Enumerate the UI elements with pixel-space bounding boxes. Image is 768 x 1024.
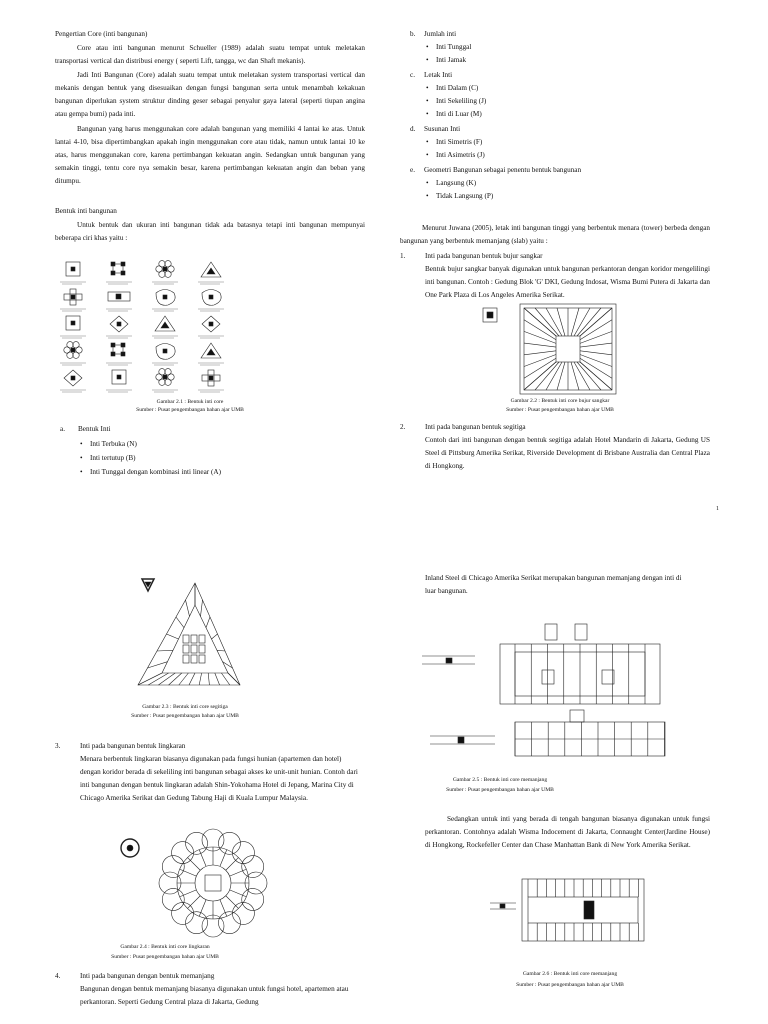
list-title: Bentuk Inti (78, 425, 111, 433)
heading-bentuk-inti: Bentuk inti bangunan (55, 207, 117, 215)
paragraph-definition: Core atau inti bangunan menurut Schueller (1989) adalah suatu tempat untuk meletakan transportasi vertical dan distribusi energy ( seperti Lift, tangga, wc dan Shaft mekanis). (55, 44, 365, 65)
item-text: Bangunan dengan bentuk memanjang biasanya digunakan untuk fungsi hotel, apartemen atau perkantoran. Seperti Gedung Central plaza di Jakarta, Gedung (80, 985, 349, 1006)
core-shapes-figure (52, 258, 240, 398)
item-number: 4. (55, 972, 61, 980)
figure-2-1-source: Sumber : Pusat pengembangan bahan ajar UMB (136, 407, 244, 413)
item-text: Contoh dari inti bangunan dengan bentuk segitiga adalah Hotel Mandarin di Jakarta, Gedung US Steel di Pittsburg Amerika Serikat, Riverside Development di Brisbane Australia dan Central Plaza di Hongkong. (425, 436, 710, 470)
heading-pengertian-core: Pengertian Core (inti bangunan) (55, 30, 148, 38)
list-label: b. (410, 30, 416, 38)
item-title: Inti pada bangunan bentuk segitiga (425, 423, 526, 431)
list-item: • Inti Simetris (F) (424, 136, 720, 149)
list-bentuk-inti (60, 423, 360, 479)
list-item: • Inti Terbuka (N) (78, 438, 360, 451)
list-item: • Tidak Langsung (P) (424, 190, 720, 203)
item-bujur-sangkar (400, 250, 710, 302)
triangle-core-figure (128, 575, 244, 693)
paragraph-core-explanation: Jadi Inti Bangunan (Core) adalah suatu tempat untuk meletakan system transportasi vertical dan mekanis dengan bentuk yang disesuaikan dengan fungsi bangunan serta untuk menambah kekakuan bangunan diperlukan system struktur dinding geser sebagai penyalur gaya lateral (seperti tiupan angina atau gempa bumi) pada inti. (55, 71, 365, 118)
list-title: Letak Inti (424, 71, 453, 79)
list-label: a. (60, 425, 65, 433)
paragraph-inti-tengah: Sedangkan untuk inti yang berada di tengah bangunan biasanya digunakan untuk fungsi perkantoran. Contohnya adalah Wisma Indocement di Jakarta, Connaught Center(Jardine House) di Hongkong, Rockefeller Center dan Chase Manhattan Bank di New York Amerika Serikat. (425, 815, 710, 849)
list-label: d. (410, 125, 416, 133)
list-item: • Inti Jamak (424, 54, 720, 67)
list-item: • Inti Sekeliling (J) (424, 95, 720, 108)
figure-2-6-source: Sumber : Pusat pengembangan bahan ajar UMB (516, 982, 624, 988)
list-item: • Langsung (K) (424, 177, 720, 190)
page-number: 1 (716, 506, 719, 512)
item-number: 1. (400, 252, 406, 260)
item-text: Menara berbentuk lingkaran biasanya digunakan pada fungsi hunian (apartemen dan hotel) dengan koridor berada di sekeliling inti bangunan sebagai akses ke unit-unit hunian. Contoh dari inti bangunan dengan bentuk lingkaran adalah Shin-Yokohama Hotel di Jepang, Marina City di Chicago Amerika Serikat dan Gedung Tabung Haji di Kuala Lumpur Malaysia. (80, 755, 358, 802)
list-label: c. (410, 71, 415, 79)
center-core-figure (488, 875, 648, 955)
item-title: Inti pada bangunan bentuk lingkaran (80, 742, 186, 750)
list-title: Susunan Inti (424, 125, 461, 133)
item-lingkaran (55, 740, 360, 805)
list-title: Geometri Bangunan sebagai penentu bentuk bangunan (424, 166, 582, 174)
elongated-core-figure (420, 618, 690, 768)
paragraph-bentuk-intro: Untuk bentuk dan ukuran inti bangunan tidak ada batasnya tetapi inti bangunan mempunyai beberapa ciri khas yaitu : (55, 221, 365, 242)
paragraph-core-requirement: Bangunan yang harus menggunakan core adalah bangunan yang memiliki 4 lantai ke atas. Untuk lantai 4-10, bisa dipertimbangkan apakah ingin menggunakan core atau tidak, namun untuk lantai 10 ke atas, harus menggunakan core, karena pertimbangan kekuatan angin. Sedangkan untuk bangunan yang semakin tinggi, tentu core nya semakin besar, karena pertimbangan kekuatan angin dan beban yang ditumpu. (55, 125, 365, 185)
figure-2-4-source: Sumber : Pusat pengembangan bahan ajar UMB (111, 954, 219, 960)
figure-2-1-caption: Gambar 2.1 : Bentuk inti core (156, 399, 224, 405)
figure-2-5-source: Sumber : Pusat pengembangan bahan ajar UMB (446, 787, 554, 793)
list-item: • Inti di Luar (M) (424, 108, 720, 121)
square-core-figure (480, 302, 620, 396)
paragraph-juwana: Menurut Juwana (2005), letak inti bangunan tinggi yang berbentuk menara (tower) berbeda dengan bangunan yang berbentuk memanjang (slab) yaitu : (400, 224, 710, 245)
figure-2-3-caption: Gambar 2.3 : Bentuk inti core segitiga (142, 704, 228, 710)
figure-2-6-caption: Gambar 2.6 : Bentuk inti core memanjang (522, 971, 618, 977)
list-jumlah-inti (410, 28, 720, 203)
list-item: • Inti tertutup (B) (78, 452, 360, 465)
figure-2-2-source: Sumber : Pusat pengembangan bahan ajar UMB (506, 407, 614, 413)
item-segitiga (400, 421, 710, 473)
item-number: 2. (400, 423, 406, 431)
item-memanjang (55, 970, 360, 1009)
figure-2-5-caption: Gambar 2.5 : Bentuk inti core memanjang (452, 777, 548, 783)
figure-2-3-source: Sumber : Pusat pengembangan bahan ajar UMB (131, 713, 239, 719)
list-item: • Inti Asimetris (J) (424, 149, 720, 162)
list-item: • Inti Tunggal (424, 41, 720, 54)
item-number: 3. (55, 742, 61, 750)
item-title: Inti pada bangunan dengan bentuk memanjang (80, 972, 215, 980)
list-item: • Inti Tunggal dengan kombinasi inti linear (A) (78, 466, 360, 479)
list-label: e. (410, 166, 415, 174)
figure-2-4-caption: Gambar 2.4 : Bentuk inti core lingkaran (120, 944, 210, 950)
figure-2-2-caption: Gambar 2.2 : Bentuk inti core bujur sangkar (510, 398, 610, 404)
item-title: Inti pada bangunan bentuk bujur sangkar (425, 252, 543, 260)
paragraph-inland-steel: Inland Steel di Chicago Amerika Serikat merupakan bangunan memanjang dengan inti di luar bangunan. (425, 574, 682, 595)
list-title: Jumlah inti (424, 30, 457, 38)
circle-core-figure (118, 828, 268, 938)
item-text: Bentuk bujur sangkar banyak digunakan untuk bangunan perkantoran dengan koridor mengelilingi inti bangunan. Contoh : Gedung Blok 'G' DKI, Gedung Indosat, Wisma Bumi Putera di Jakarta dan One Park Plaza di Los Angeles Amerika Serikat. (425, 265, 710, 299)
list-item: • Inti Dalam (C) (424, 82, 720, 95)
